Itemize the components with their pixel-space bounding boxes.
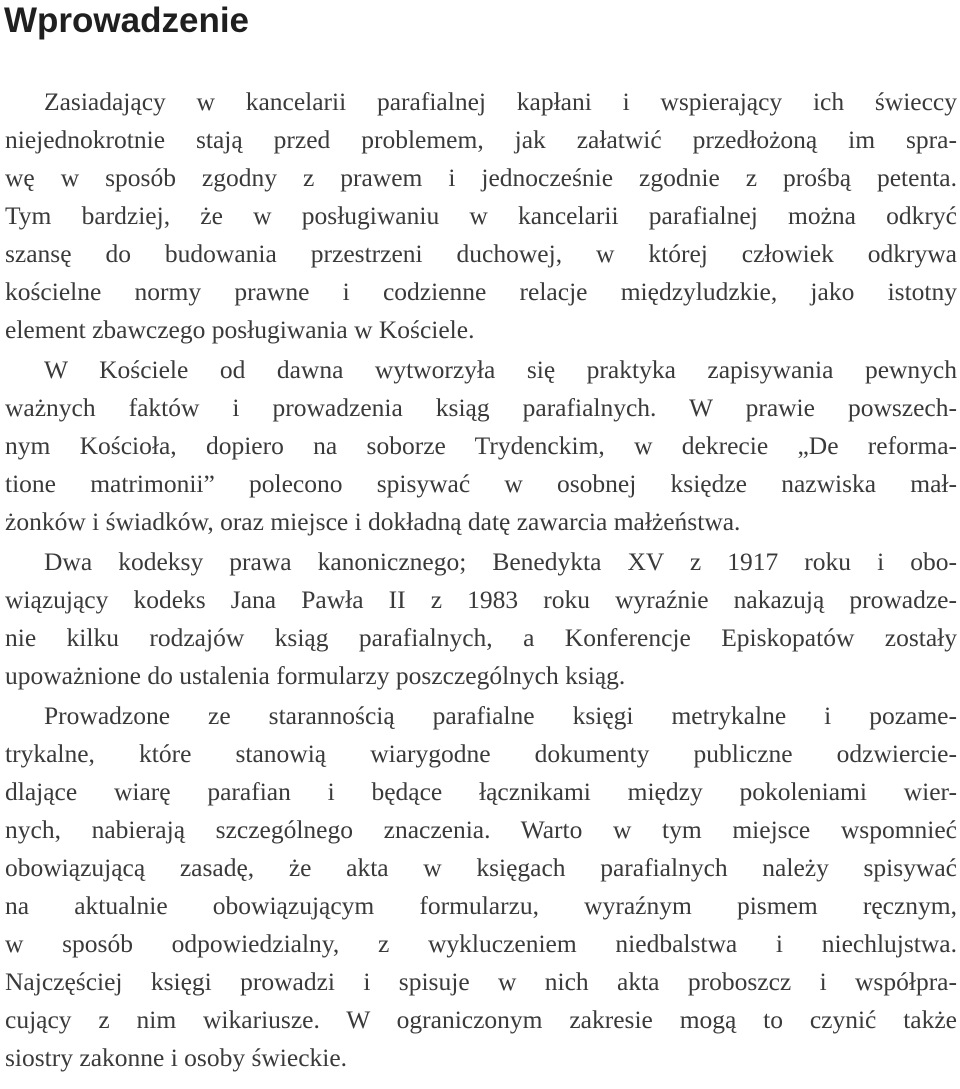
text-line: na aktualnie obowiązującym formularzu, wyraźnym pismem ręcznym, — [5, 891, 957, 920]
text-line: Prowadzone ze starannością parafialne księgi metrykalne i pozame- — [44, 701, 957, 730]
text-line: Najczęściej księgi prowadzi i spisuje w nich akta proboszcz i współpra- — [5, 967, 957, 996]
text-line: dlające wiarę parafian i będące łącznikami między pokoleniami wier- — [5, 777, 957, 806]
text-line: kościelne normy prawne i codzienne relacje międzyludzkie, jako istotny — [5, 277, 957, 306]
text-line: siostry zakonne i osoby świeckie. — [5, 1043, 348, 1072]
text-line: obowiązującą zasadę, że akta w księgach parafialnych należy spisywać — [5, 853, 957, 882]
text-line: ważnych faktów i prowadzenia ksiąg parafialnych. W prawie powszech- — [5, 393, 957, 422]
text-line: nie kilku rodzajów ksiąg parafialnych, a Konferencje Episkopatów zostały — [5, 623, 957, 652]
text-line: upoważnione do ustalenia formularzy poszczególnych ksiąg. — [5, 661, 626, 690]
text-line: wę w sposób zgodny z prawem i jednocześnie zgodnie z prośbą petenta. — [5, 163, 957, 192]
text-line: Zasiadający w kancelarii parafialnej kapłani i wspierający ich świeccy — [44, 87, 957, 116]
text-line: cujący z nim wikariusze. W ograniczonym zakresie mogą to czynić także — [5, 1005, 957, 1034]
text-line: Dwa kodeksy prawa kanonicznego; Benedykta XV z 1917 roku i obo- — [44, 547, 957, 576]
text-line: element zbawczego posługiwania w Kościele. — [5, 315, 475, 344]
text-line: nym Kościoła, dopiero na soborze Trydenckim, w dekrecie „De reforma- — [5, 431, 957, 460]
text-line: wiązujący kodeks Jana Pawła II z 1983 roku wyraźnie nakazują prowadze- — [5, 585, 957, 614]
text-line: tione matrimonii” polecono spisywać w osobnej księdze nazwiska mał- — [5, 469, 957, 498]
page-title: Wprowadzenie — [4, 1, 250, 40]
text-line: trykalne, które stanowią wiarygodne dokumenty publiczne odzwiercie- — [5, 739, 957, 768]
text-line: Tym bardziej, że w posługiwaniu w kancelarii parafialnej można odkryć — [5, 201, 957, 230]
text-line: w sposób odpowiedzialny, z wykluczeniem niedbalstwa i niechlujstwa. — [5, 929, 957, 958]
text-line: żonków i świadków, oraz miejsce i dokładną datę zawarcia małżeństwa. — [5, 507, 741, 536]
text-line: W Kościele od dawna wytworzyła się praktyka zapisywania pewnych — [44, 355, 957, 384]
text-line: szansę do budowania przestrzeni duchowej, w której człowiek odkrywa — [5, 239, 957, 268]
text-line: niejednokrotnie stają przed problemem, jak załatwić przedłożoną im spra- — [5, 125, 957, 154]
text-line: nych, nabierają szczególnego znaczenia. Warto w tym miejsce wspomnieć — [5, 815, 957, 844]
